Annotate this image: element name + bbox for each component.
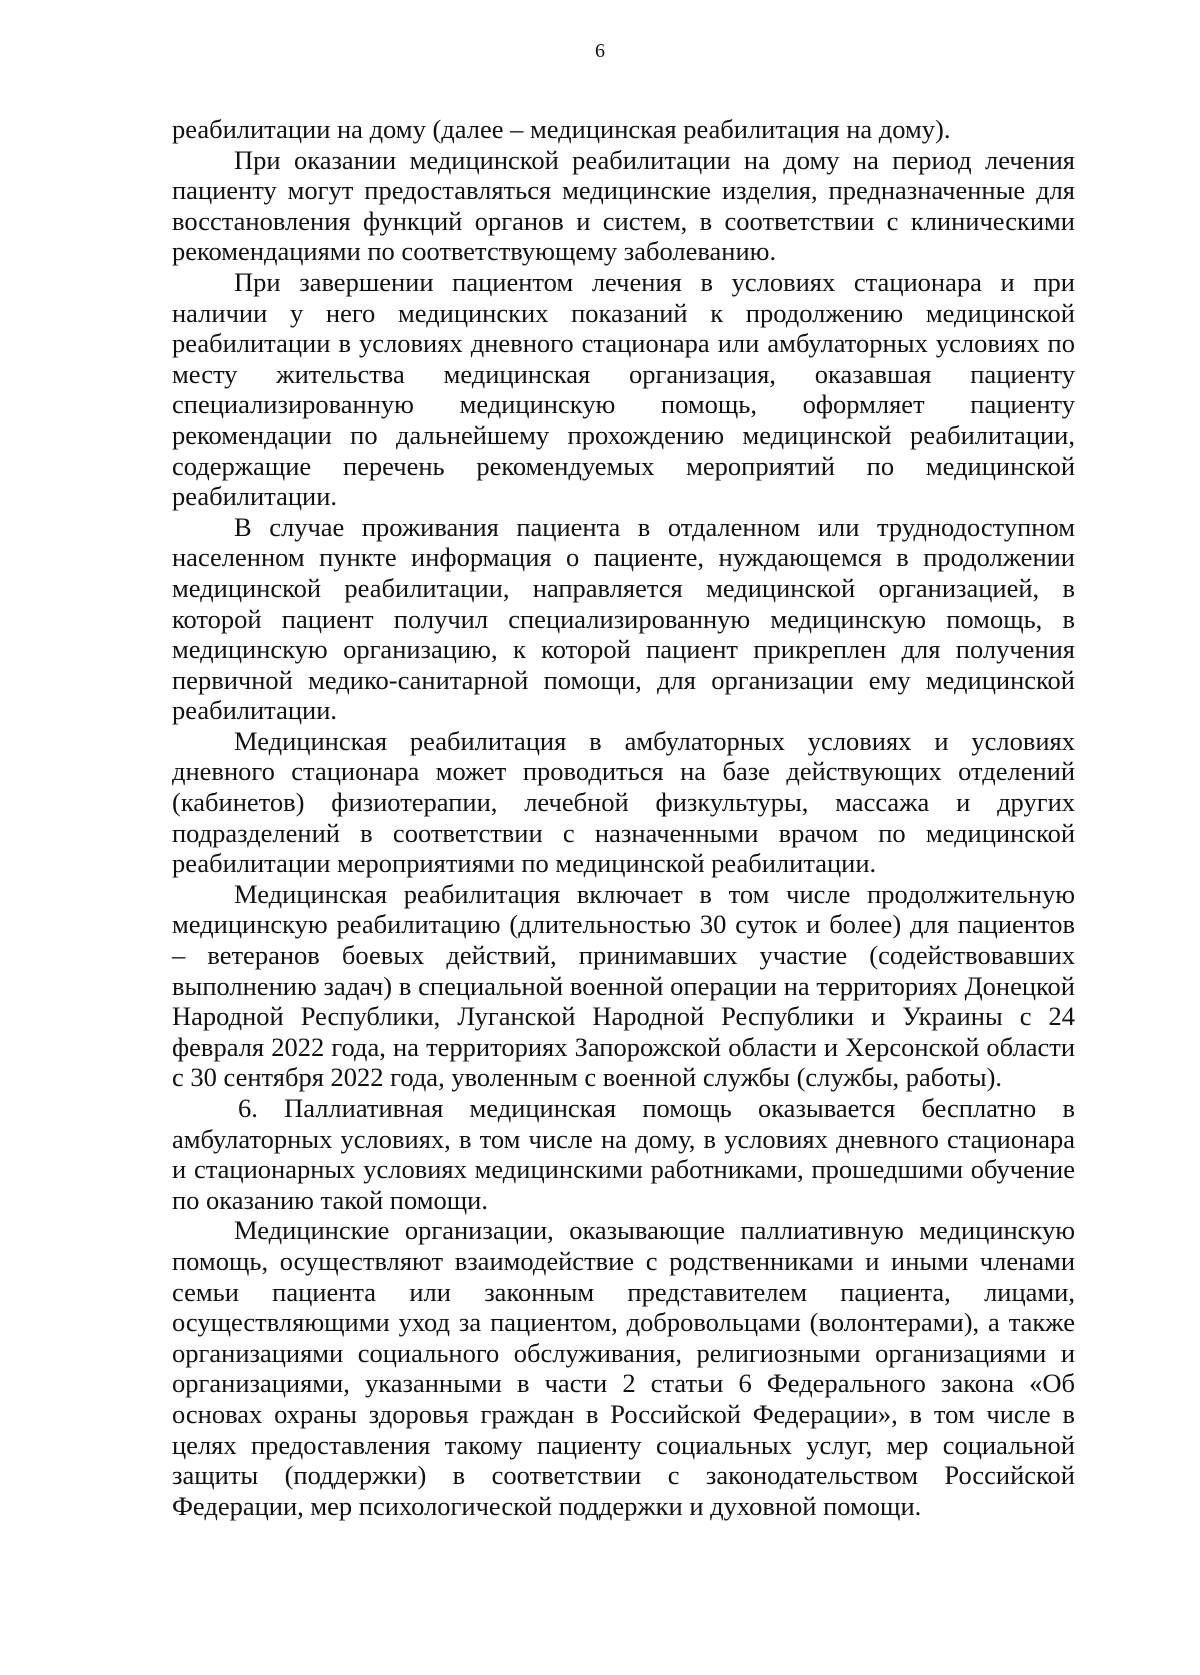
paragraph-outpatient-rehab: Медицинская реабилитация в амбулаторных условиях и условиях дневного стационара может проводиться на базе действующих отделений (кабинетов) физиотерапии, лечебной физкультуры, массажа и других подразделений в соответствии с назначенными врачом по медицинской реабилитации мероприятиями по медицинской реабилитации.: [172, 725, 1075, 879]
paragraph-veterans-rehab: Медицинская реабилитация включает в том числе продолжительную медицинскую реабилитацию (длительностью 30 суток и более) для пациентов – ветеранов боевых действий, принимавших участие (содействовавших выполнению задач) в специальной военной операции на территориях Донецкой Народной Республики, Луганской Народной Республики и Украины с 24 февраля 2022 года, на территориях Запорожской области и Херсонской области с 30 сентября 2022 года, уволенным с военной службы (службы, работы).: [172, 878, 1075, 1093]
paragraph-continuation: реабилитации на дому (далее – медицинская реабилитация на дому).: [172, 114, 951, 144]
paragraph-palliative-care: 6. Паллиативная медицинская помощь оказывается бесплатно в амбулаторных условиях, в том числе на дому, в условиях дневного стационара и стационарных условиях медицинскими работниками, прошедшими обучение по оказанию такой помощи.: [172, 1093, 1075, 1215]
page-number: 6: [595, 40, 605, 62]
paragraph-remote-patients: В случае проживания пациента в отдаленном или труднодоступном населенном пункте информация о пациенте, нуждающемся в продолжении медицинской реабилитации, направляется медицинской организацией, в которой пациент получил специализированную медицинскую помощь, в медицинскую организацию, к которой пациент прикреплен для получения первичной медико-санитарной помощи, для организации ему медицинской реабилитации.: [172, 511, 1075, 726]
document-body: [172, 114, 1075, 1521]
paragraph-home-rehab-devices: При оказании медицинской реабилитации на дому на период лечения пациенту могут предоставляться медицинские изделия, предназначенные для восстановления функций органов и систем, в соответствии с клиническими рекомендациями по соответствующему заболеванию.: [172, 144, 1075, 267]
paragraph-palliative-organizations: Медицинские организации, оказывающие паллиативную медицинскую помощь, осуществляют взаимодействие с родственниками и иными членами семьи пациента или законным представителем пациента, лицами, осуществляющими уход за пациентом, добровольцами (волонтерами), а также организациями социального обслуживания, религиозными организациями и организациями, указанными в части 2 статьи 6 Федерального закона «Об основах охраны здоровья граждан в Российской Федерации», в том числе в целях предоставления такому пациенту социальных услуг, мер социальной защиты (поддержки) в соответствии с законодательством Российской Федерации, мер психологической поддержки и духовной помощи.: [172, 1215, 1075, 1521]
paragraph-discharge-recommendations: При завершении пациентом лечения в условиях стационара и при наличии у него медицинских показаний к продолжению медицинской реабилитации в условиях дневного стационара или амбулаторных условиях по месту жительства медицинская организация, оказавшая пациенту специализированную медицинскую помощь, оформляет пациенту рекомендации по дальнейшему прохождению медицинской реабилитации, содержащие перечень рекомендуемых мероприятий по медицинской реабилитации.: [172, 266, 1075, 512]
